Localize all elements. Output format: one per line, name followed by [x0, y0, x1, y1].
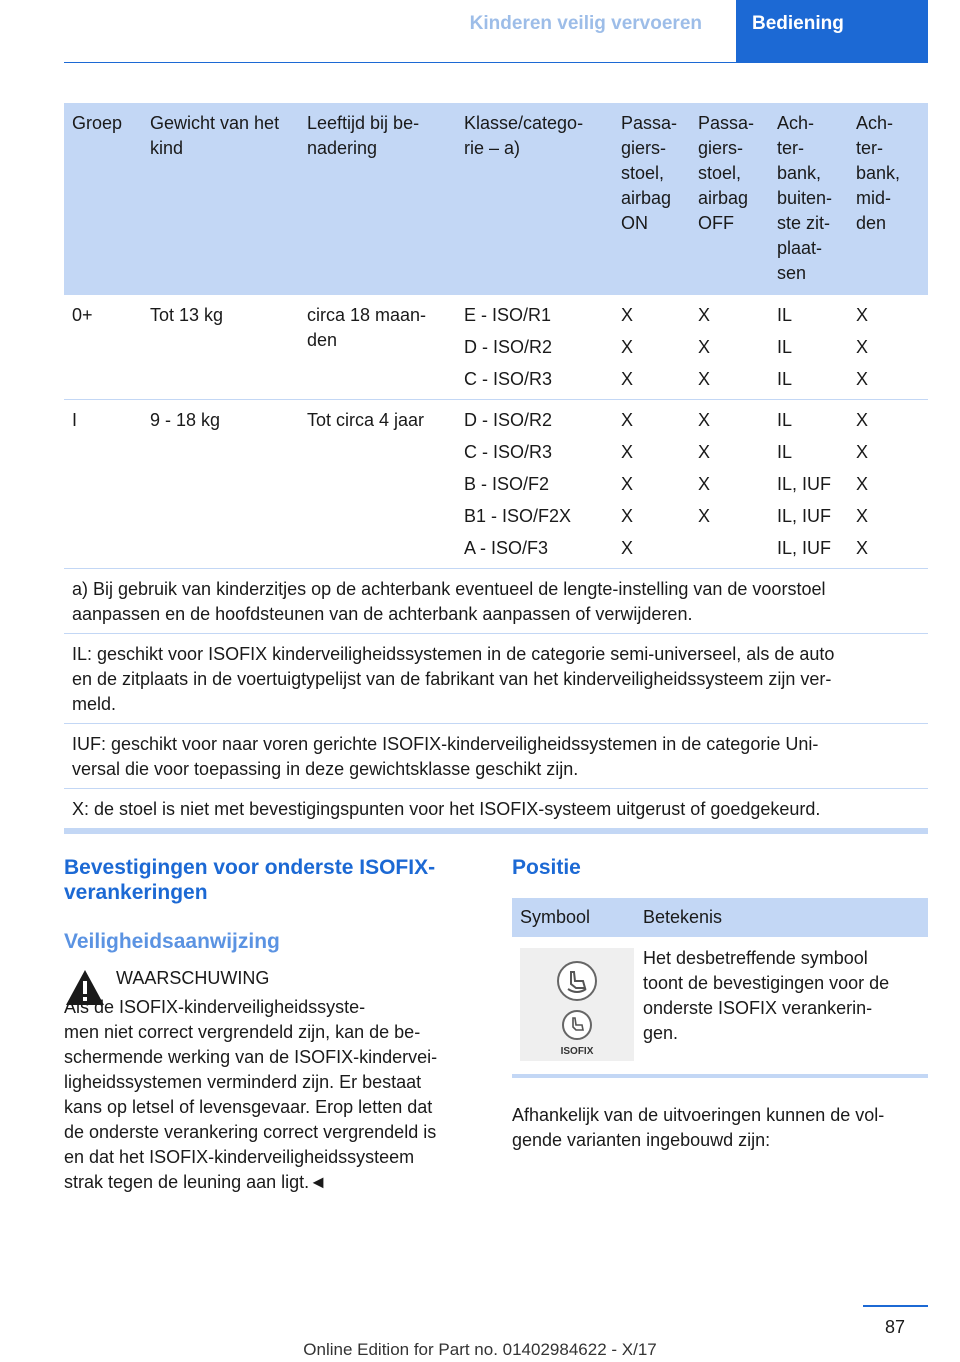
rear-middle-cell: X	[856, 305, 869, 325]
warning-text-line: schermende werking van de ISOFIX-kindervei-	[64, 1047, 438, 1067]
table-note-line: meld.	[72, 694, 117, 714]
column-header-line: ste zit-	[777, 213, 831, 233]
airbag-on-cell: X	[621, 410, 634, 430]
airbag-off-cell: X	[698, 410, 711, 430]
column-header-line: bank,	[856, 163, 901, 183]
class-cell: D - ISO/R2	[464, 410, 553, 430]
page-number: 87	[884, 1317, 906, 1337]
warning-text-line: kans op letsel of levensgevaar. Erop letten dat	[64, 1097, 433, 1117]
airbag-off-cell: X	[698, 506, 711, 526]
isofix-heading	[64, 855, 484, 905]
column-header-line: Passa-	[698, 113, 755, 133]
edition-note: Online Edition for Part no. 01402984622 - X/17	[303, 1340, 657, 1359]
age-cell: circa 18 maan-	[307, 305, 427, 325]
column-header-line: airbag	[698, 188, 749, 208]
airbag-off-cell: X	[698, 442, 711, 462]
airbag-on-cell: X	[621, 305, 634, 325]
column-header-line: mid-	[856, 188, 891, 208]
warning-text	[64, 995, 484, 1195]
symbol-meaning	[643, 946, 928, 1046]
age-cell: den	[307, 330, 338, 350]
airbag-off-cell: X	[698, 305, 711, 325]
column-header-line: ON	[621, 213, 648, 233]
table-body	[64, 295, 928, 569]
table-note-line: en de zitplaats in de voertuigtypelijst van de fabrikant van het kinderveiligheidssysteem zijn ver-	[72, 669, 832, 689]
warning-text-line: de onderste verankering correct vergrendeld is	[64, 1122, 437, 1142]
rear-outer-cell: IL, IUF	[777, 474, 832, 494]
symbol-column-header: Symbool	[520, 907, 591, 927]
table-note-line: IL: geschikt voor ISOFIX kinderveiligheidssystemen in de categorie semi-universeel, als de auto	[72, 644, 835, 664]
variants-paragraph-line: Afhankelijk van de uitvoeringen kunnen de vol-	[512, 1105, 885, 1125]
column-header	[72, 111, 122, 136]
table-note-line: aanpassen en de hoofdsteunen van de achterbank aanpassen of verwijderen.	[72, 604, 693, 624]
column-header-line: buiten-	[777, 188, 833, 208]
warning-label: WAARSCHUWING	[116, 968, 270, 988]
warning-text-line: men niet correct vergrendeld zijn, kan de be-	[64, 1022, 421, 1042]
chapter-tab: Bediening	[736, 0, 928, 62]
class-cell: D - ISO/R2	[464, 337, 553, 357]
column-header-line: rie – a)	[464, 138, 521, 158]
column-header-line: sen	[777, 263, 807, 283]
column-header-line: airbag	[621, 188, 672, 208]
variants-paragraph-line: gende varianten ingebouwd zijn:	[512, 1130, 771, 1150]
table-note	[64, 724, 928, 789]
column-header	[698, 111, 754, 236]
column-header-line: stoel,	[698, 163, 742, 183]
airbag-off-cell: X	[698, 369, 711, 389]
column-header-line: Groep	[72, 113, 123, 133]
symbol-meaning-line: toont de bevestigingen voor de	[643, 973, 890, 993]
group-cell: I	[72, 410, 78, 430]
airbag-on-cell: X	[621, 369, 634, 389]
child-seat-table	[64, 103, 928, 834]
safety-subheading: Veiligheidsaanwijzing	[64, 930, 280, 953]
column-header-line: OFF	[698, 213, 734, 233]
rear-outer-cell: IL	[777, 410, 793, 430]
column-header	[856, 111, 900, 236]
column-header-line: stoel,	[621, 163, 665, 183]
rear-middle-cell: X	[856, 410, 869, 430]
rear-middle-cell: X	[856, 506, 869, 526]
column-header-line: nadering	[307, 138, 378, 158]
column-header	[777, 111, 832, 286]
isofix-heading-line: Bevestigingen voor onderste ISOFIX-	[64, 856, 436, 879]
column-header-line: giers-	[621, 138, 667, 158]
column-header-line: Passa-	[621, 113, 678, 133]
column-header	[150, 111, 279, 161]
class-cell: B - ISO/F2	[464, 474, 550, 494]
airbag-on-cell: X	[621, 538, 634, 558]
class-cell: E - ISO/R1	[464, 305, 552, 325]
warning-text-line: strak tegen de leuning aan ligt.◄	[64, 1172, 327, 1192]
age-cell: Tot circa 4 jaar	[307, 410, 425, 430]
rear-middle-cell: X	[856, 369, 869, 389]
group-cell: 0+	[72, 305, 93, 325]
warning-text-line: ligheidssystemen verminderd zijn. Er bestaat	[64, 1072, 422, 1092]
class-cell: C - ISO/R3	[464, 369, 553, 389]
column-header-line: Klasse/catego-	[464, 113, 584, 133]
table-notes	[64, 569, 928, 829]
warning-text-line: en dat het ISOFIX-kinderveiligheidssysteem	[64, 1147, 415, 1167]
table-note-line: a) Bij gebruik van kinderzitjes op de achterbank eventueel de lengte-instelling van de voorstoel	[72, 579, 826, 599]
rear-outer-cell: IL	[777, 305, 793, 325]
isofix-symbol	[520, 948, 634, 1061]
rear-outer-cell: IL, IUF	[777, 506, 832, 526]
column-header-line: Ach-	[777, 113, 815, 133]
symbol-table	[512, 898, 928, 937]
rear-outer-cell: IL, IUF	[777, 538, 832, 558]
column-header	[464, 111, 583, 161]
column-header-line: ter-	[856, 138, 883, 158]
symbol-meaning-line: onderste ISOFIX verankerin-	[643, 998, 873, 1018]
column-header-line: giers-	[698, 138, 744, 158]
column-header-line: den	[856, 213, 887, 233]
table-note	[64, 789, 928, 829]
isofix-heading-line: verankeringen	[64, 881, 208, 904]
class-cell: A - ISO/F3	[464, 538, 549, 558]
column-header-line: Gewicht van het	[150, 113, 280, 133]
column-header-line: bank,	[777, 163, 822, 183]
airbag-on-cell: X	[621, 442, 634, 462]
class-cell: C - ISO/R3	[464, 442, 553, 462]
variants-paragraph	[512, 1103, 928, 1153]
table-note-line: IUF: geschikt voor naar voren gerichte ISOFIX-kinderveiligheidssystemen in de categorie Uni-	[72, 734, 819, 754]
weight-cell: 9 - 18 kg	[150, 410, 221, 430]
table-note-line: versal die voor toepassing in deze gewichtsklasse geschikt zijn.	[72, 759, 579, 779]
rear-middle-cell: X	[856, 474, 869, 494]
airbag-on-cell: X	[621, 506, 634, 526]
position-heading: Positie	[512, 856, 581, 879]
airbag-off-cell: X	[698, 474, 711, 494]
rear-outer-cell: IL	[777, 442, 793, 462]
table-row	[64, 295, 928, 400]
rear-middle-cell: X	[856, 337, 869, 357]
rear-middle-cell: X	[856, 442, 869, 462]
airbag-on-cell: X	[621, 474, 634, 494]
meaning-column-header: Betekenis	[643, 907, 723, 927]
column-header-line: ter-	[777, 138, 804, 158]
table-row	[64, 400, 928, 569]
footer-rule	[863, 1305, 928, 1307]
symbol-table-header	[512, 898, 928, 937]
rear-outer-cell: IL	[777, 337, 793, 357]
weight-cell: Tot 13 kg	[150, 305, 224, 325]
column-header-line: Ach-	[856, 113, 894, 133]
table-end-bar	[64, 829, 928, 834]
symbol-meaning-line: gen.	[643, 1023, 679, 1043]
isofix-symbol-label: ISOFIX	[560, 1046, 594, 1057]
column-header-line: kind	[150, 138, 184, 158]
section-title: Kinderen veilig vervoeren	[469, 13, 702, 34]
warning-text-line: Als de ISOFIX-kinderveiligheidssyste-	[64, 997, 366, 1017]
airbag-on-cell: X	[621, 337, 634, 357]
table-note	[64, 569, 928, 634]
column-header	[621, 111, 677, 236]
symbol-meaning-line: Het desbetreffende symbool	[643, 948, 868, 968]
class-cell: B1 - ISO/F2X	[464, 506, 572, 526]
table-header	[64, 103, 928, 295]
rear-outer-cell: IL	[777, 369, 793, 389]
rear-middle-cell: X	[856, 538, 869, 558]
airbag-off-cell: X	[698, 337, 711, 357]
column-header-line: plaat-	[777, 238, 823, 258]
symbol-table-end-bar	[512, 1074, 928, 1078]
table-note-line: X: de stoel is niet met bevestigingspunten voor het ISOFIX-systeem uitgerust of goedgekeurd.	[72, 799, 821, 819]
column-header-line: Leeftijd bij be-	[307, 113, 420, 133]
page-header	[64, 0, 928, 63]
column-header	[307, 111, 419, 161]
table-note	[64, 634, 928, 724]
